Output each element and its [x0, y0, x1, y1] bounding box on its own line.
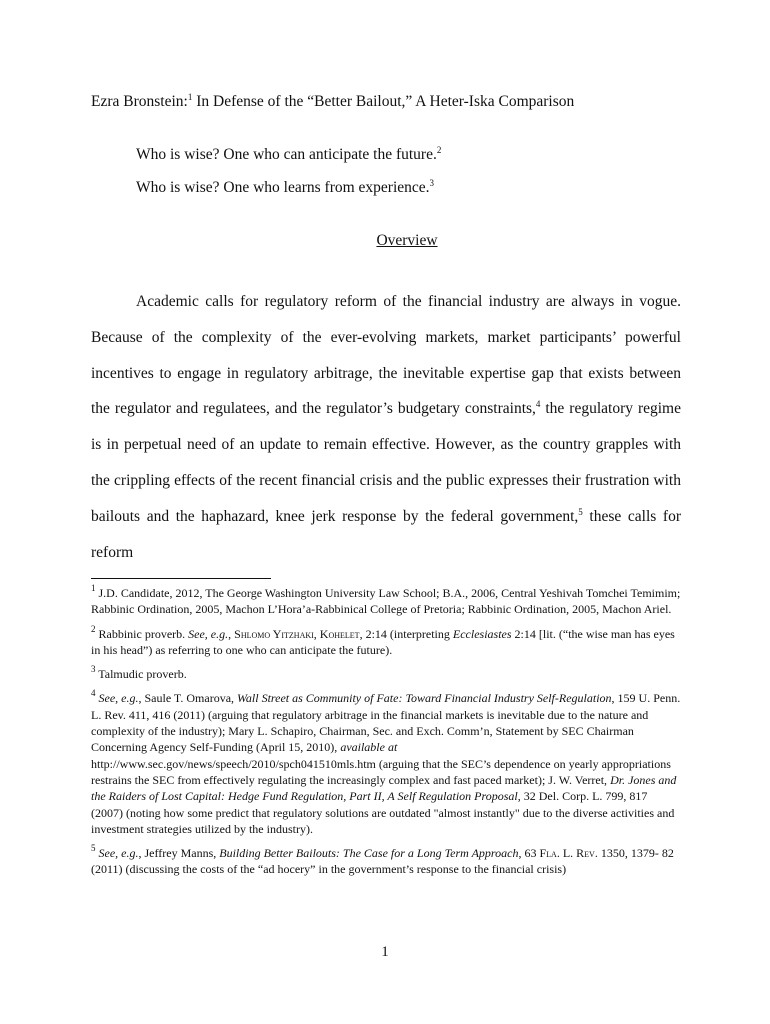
footnote-3 — [91, 666, 681, 682]
cited-journal: Fla. L. Rev. — [539, 846, 598, 861]
page-number: 1 — [381, 944, 389, 960]
footnote-text: , 63 — [518, 846, 540, 861]
footnote-text: , 32 Del. Corp. L. 799, 817 (2007) (noting how some predict that regulatory solutions are outdated "almost instantly" due to the diverse activities and investment strategies utilized by the industry). — [91, 789, 675, 836]
signal-available-at: available at — [340, 740, 398, 755]
cited-book: Ecclesiastes — [452, 626, 512, 641]
footnote-text: 2:14 [lit. (“the wise man has eyes in his head”) as referring to one who can anticipate the future). — [91, 626, 675, 657]
epigraph-2-text: Who is wise? One who learns from experience. — [136, 179, 430, 196]
footnote-2 — [91, 623, 681, 659]
footnote-number: 5 — [91, 843, 96, 854]
footnote-number: 1 — [91, 583, 96, 593]
footnote-number: 3 — [91, 664, 96, 675]
signal-see: See, e.g. — [98, 691, 139, 706]
epigraph-1-text: Who is wise? One who can anticipate the future. — [136, 146, 437, 163]
body-text-part-2: the regulatory regime is in perpetual need of an update to remain effective. However, as the country grapples with the crippling effects of the recent financial crisis and the public expresses their frustration with bailouts and the haphazard, knee jerk response by the federal government, — [91, 400, 681, 525]
footnote-text: 1350, 1379- 82 (2011) (discussing the costs of the “ad hocery” in the government’s response to the financial crisis) — [91, 846, 674, 877]
body-paragraph — [91, 284, 681, 570]
footnote-4 — [91, 690, 681, 837]
cited-author: Shlomo Yitzhaki, Kohelet — [234, 626, 360, 641]
signal-see: See, e.g. — [188, 626, 229, 641]
footnotes-section — [91, 585, 681, 886]
epigraph-2 — [136, 178, 696, 198]
footnote-text: Talmudic proverb. — [95, 667, 187, 682]
section-heading: Overview — [376, 232, 438, 249]
signal-see: See, e.g. — [98, 846, 139, 861]
footnote-ref-2[interactable]: 2 — [436, 145, 442, 155]
epigraph-1 — [136, 145, 696, 165]
cited-title: Wall Street as Community of Fate: Toward Financial Industry Self-Regulation — [237, 691, 612, 706]
cited-title: Building Better Bailouts: The Case for a Long Term Approach — [219, 846, 519, 861]
body-text-part-3: these calls for reform — [91, 507, 681, 561]
footnote-number: 2 — [91, 623, 96, 634]
footnote-ref-5[interactable]: 5 — [578, 506, 583, 517]
footnote-text: http://www.sec.gov/news/speech/2010/spch041510mls.htm (arguing that the SEC’s dependence on yearly appropriations restrains the SEC from effectively regulating the increasingly complex and fast paced market); J. W. Verret, — [91, 756, 671, 787]
footnote-text: , — [228, 626, 235, 641]
author-name: Ezra Bronstein: — [91, 93, 188, 110]
footnote-ref-4[interactable]: 4 — [535, 399, 541, 410]
footnote-number: 4 — [91, 688, 96, 699]
footnote-text: J.D. Candidate, 2012, The George Washington University Law School; B.A., 2006, Central Yeshivah Tomchei Temimim; Rabbinic Ordination, 2005, Machon L’Hora’a-Rabbinical College of Pretoria; Rabbinic Ordination, 2005, Machon Ariel. — [91, 586, 681, 617]
footnote-text: Rabbinic proverb. — [95, 626, 189, 641]
title-text: In Defense of the “Better Bailout,” A Heter-Iska Comparison — [192, 93, 575, 110]
body-text-part-1: Academic calls for regulatory reform of the financial industry are always in vogue. Because of the complexity of the ever-evolving markets, market participants’ powerful incentives to engage in regulatory arbitrage, the inevitable expertise gap that exists between the regulator and regulatees, and the regulator’s budgetary constraints, — [91, 293, 681, 418]
footnote-ref-3[interactable]: 3 — [429, 178, 435, 188]
footnote-text: , 2:14 (interpreting — [359, 626, 453, 641]
footnote-text: , Saule T. Omarova, — [138, 691, 238, 706]
footnote-text: , 159 U. Penn. L. Rev. 411, 416 (2011) (arguing that regulatory arbitrage in the financial markets is inevitable due to the nature and complexity of the industry); Mary L. Schapiro, Chairman, Sec. and Exch. Comm’n, Statement by SEC Chairman Concerning Agency Self-Funding (April 15, 2010), — [91, 691, 681, 755]
footnote-text: , Jeffrey Manns, — [138, 846, 220, 861]
footnote-separator — [91, 578, 271, 579]
footnote-1 — [91, 585, 681, 618]
footnote-ref-1[interactable]: 1 — [187, 92, 193, 102]
paper-title — [91, 92, 691, 112]
cited-title: Dr. Jones and the Raiders of Lost Capital: Hedge Fund Regulation, Part II, A Self Regulation Proposal — [91, 772, 677, 804]
footnote-5 — [91, 845, 681, 878]
